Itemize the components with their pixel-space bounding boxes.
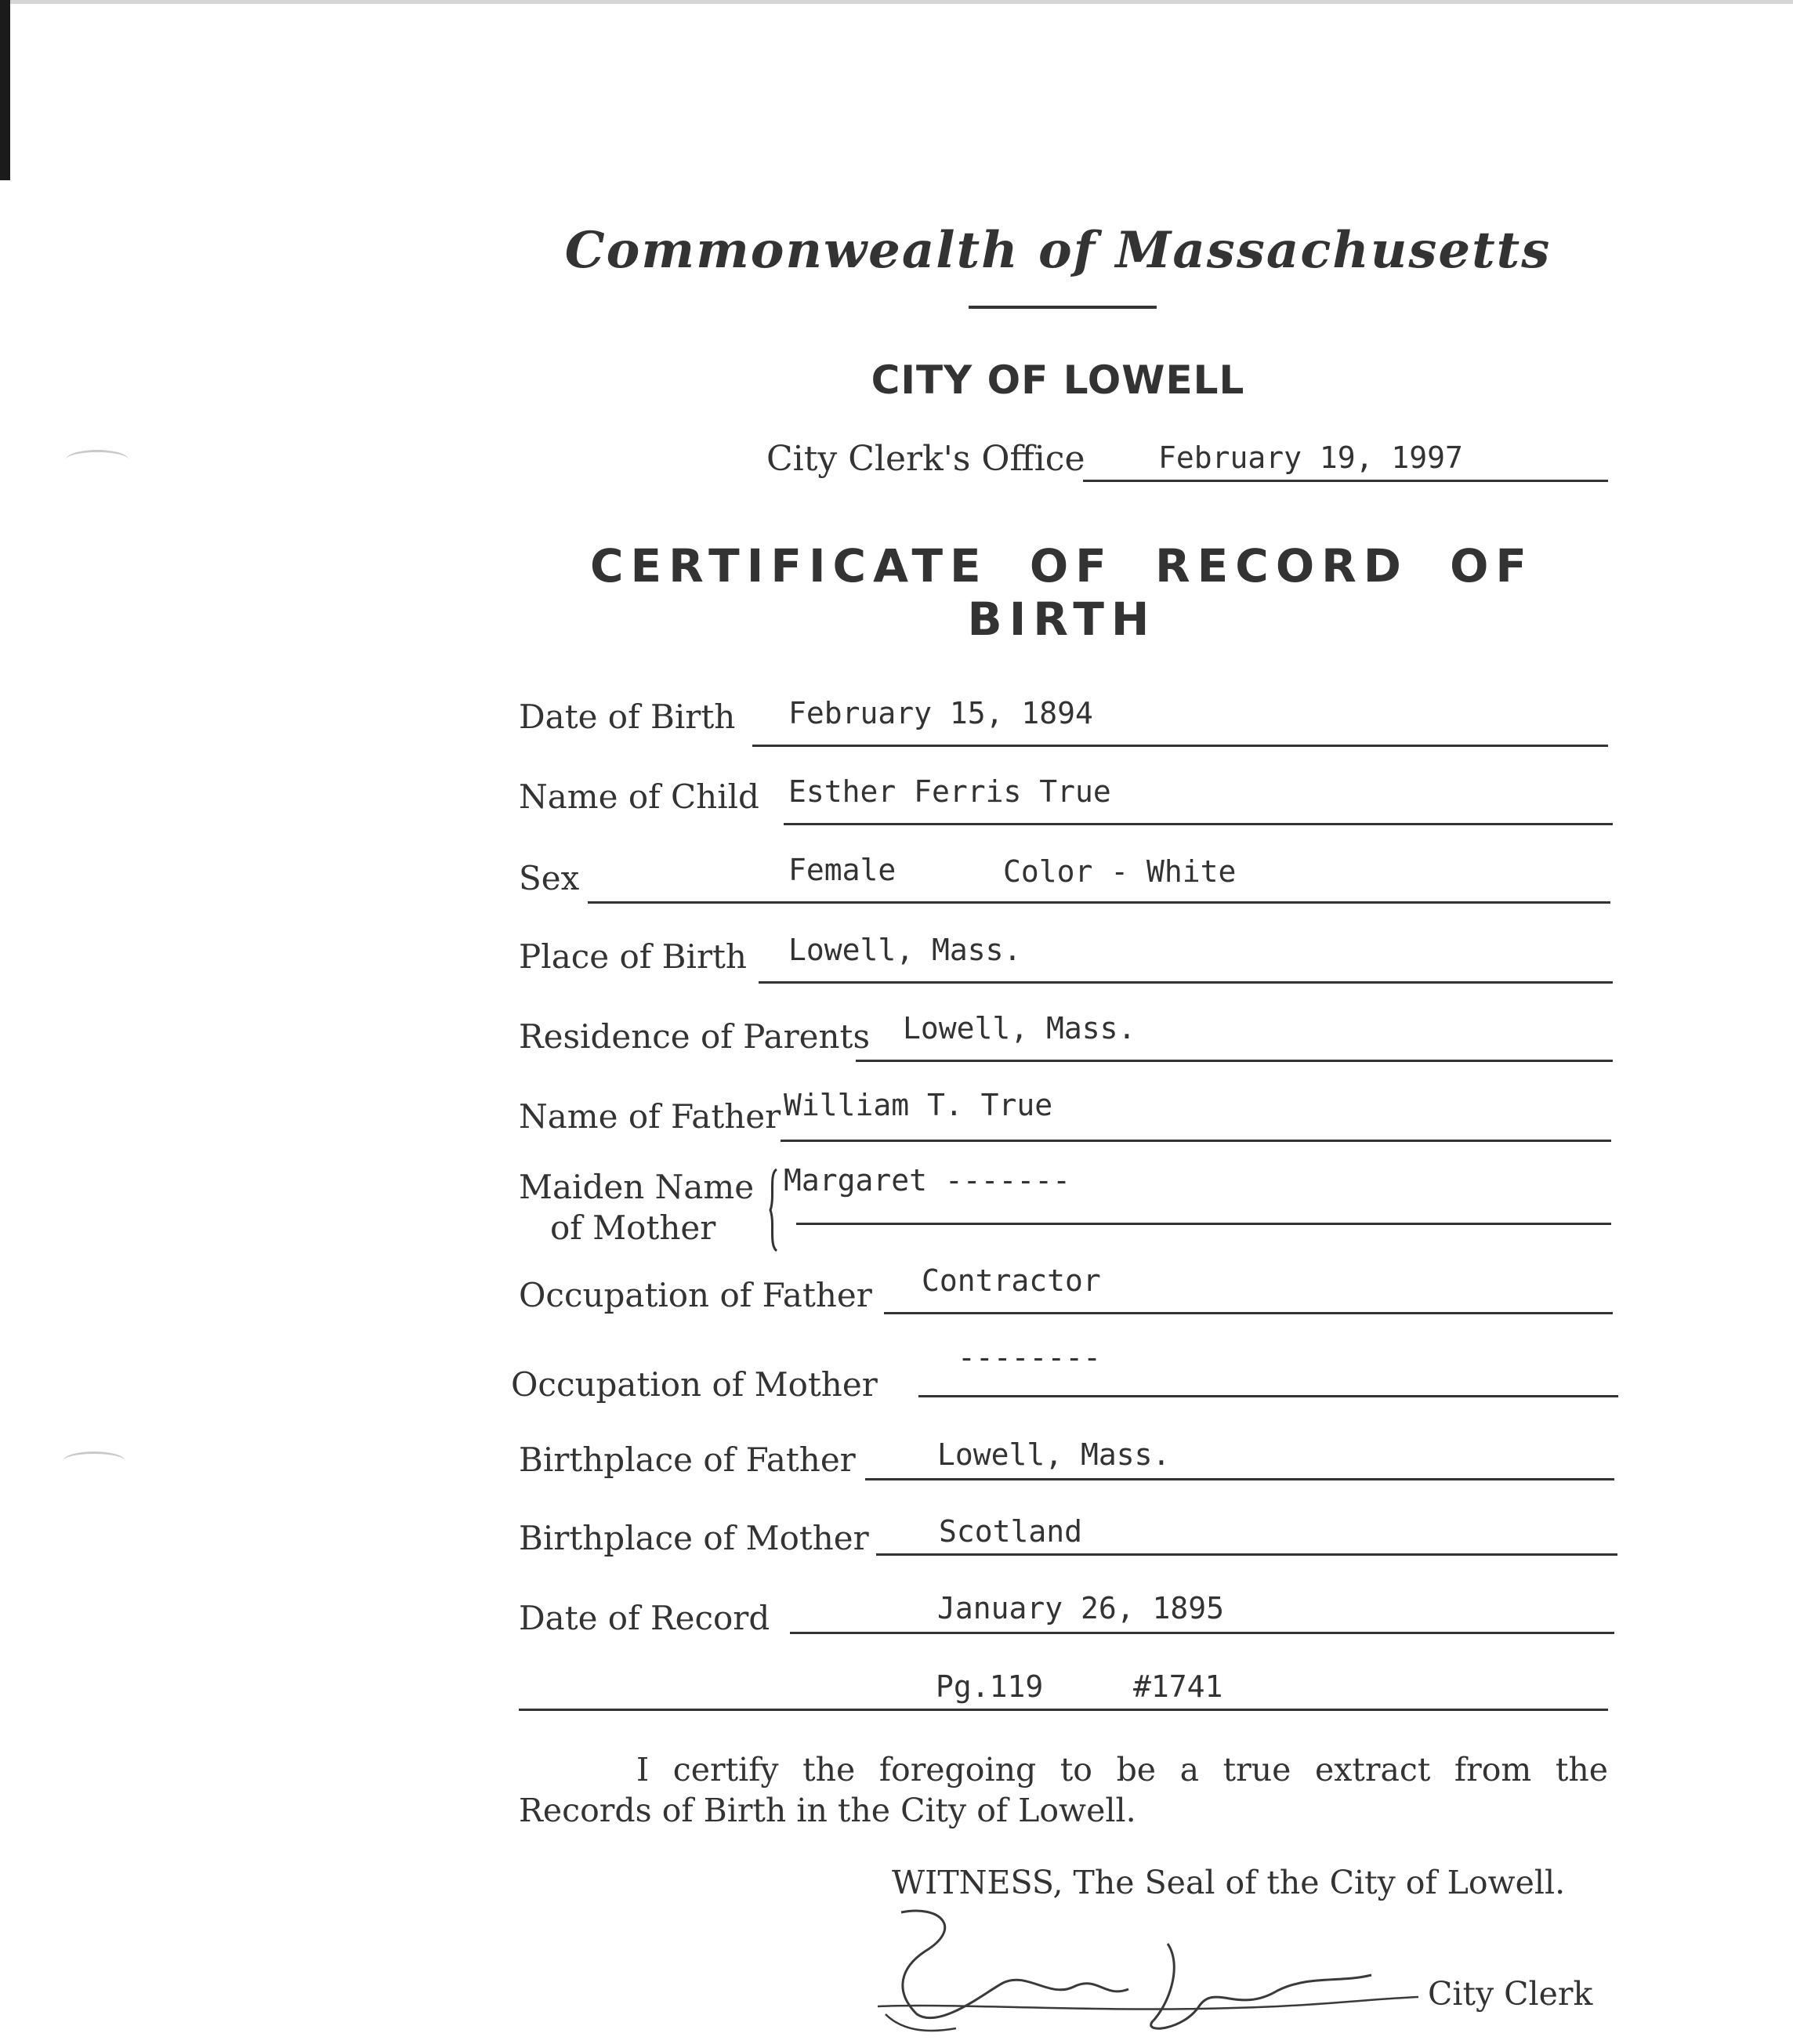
date-of-birth-label: Date of Birth	[519, 698, 736, 736]
birthplace-of-father-label: Birthplace of Father	[519, 1441, 856, 1479]
sex-line	[588, 901, 1610, 904]
color-value: Color - White	[1003, 854, 1237, 889]
maiden-name-value: Margaret -------	[784, 1163, 1071, 1198]
name-of-father-label: Name of Father	[519, 1097, 781, 1136]
maiden-name-label-line1: Maiden Name	[519, 1168, 755, 1206]
office-date: February 19, 1997	[1158, 440, 1463, 475]
occupation-of-mother-line	[918, 1395, 1618, 1397]
date-of-birth-value: February 15, 1894	[788, 696, 1093, 730]
birthplace-of-father-line	[865, 1478, 1614, 1480]
birthplace-of-father-value: Lowell, Mass.	[937, 1437, 1171, 1472]
record-reference-line	[519, 1709, 1608, 1711]
heading-underline	[969, 306, 1157, 309]
birthplace-of-mother-line	[876, 1553, 1617, 1556]
name-of-child-value: Esther Ferris True	[788, 774, 1111, 809]
brace-mark	[764, 1166, 783, 1254]
date-of-record-line	[790, 1632, 1614, 1634]
maiden-name-label-line2: of Mother	[550, 1209, 716, 1247]
name-of-child-line	[784, 823, 1613, 825]
record-number: #1741	[1133, 1669, 1223, 1704]
maiden-name-line	[796, 1223, 1611, 1225]
certificate-title: CERTIFICATE OF RECORD OF BIRTH	[589, 539, 1534, 646]
city-name: CITY OF LOWELL	[871, 357, 1245, 403]
clerk-signature	[870, 1897, 1434, 2044]
date-of-record-value: January 26, 1895	[937, 1591, 1225, 1625]
sex-value: Female	[788, 853, 896, 887]
place-of-birth-value: Lowell, Mass.	[788, 933, 1022, 967]
name-of-father-line	[781, 1140, 1611, 1142]
occupation-of-father-value: Contractor	[922, 1263, 1101, 1298]
date-of-birth-line	[752, 745, 1608, 747]
punch-hole-mark	[63, 1451, 125, 1471]
birthplace-of-mother-label: Birthplace of Mother	[519, 1519, 869, 1557]
place-of-birth-label: Place of Birth	[519, 937, 747, 976]
punch-hole-mark	[66, 450, 129, 469]
state-heading: Commonwealth of Massachusetts	[564, 221, 1552, 280]
occupation-of-father-line	[884, 1312, 1613, 1314]
witness-text: WITNESS, The Seal of the City of Lowell.	[892, 1864, 1566, 1901]
page-number: Pg.119	[936, 1669, 1044, 1704]
residence-of-parents-label: Residence of Parents	[519, 1017, 870, 1056]
residence-of-parents-value: Lowell, Mass.	[903, 1011, 1136, 1046]
occupation-of-mother-value: --------	[958, 1340, 1102, 1375]
certification-text: I certify the foregoing to be a true extract from the Records of Birth in the City of Lowell.	[519, 1751, 1608, 1829]
name-of-father-value: William T. True	[784, 1088, 1053, 1122]
residence-of-parents-line	[856, 1060, 1613, 1062]
place-of-birth-line	[759, 981, 1613, 984]
occupation-of-father-label: Occupation of Father	[519, 1276, 872, 1314]
name-of-child-label: Name of Child	[519, 777, 759, 816]
occupation-of-mother-label: Occupation of Mother	[511, 1365, 878, 1404]
signer-title: City Clerk	[1428, 1975, 1593, 2013]
sex-label: Sex	[519, 859, 580, 897]
office-label: City Clerk's Office	[766, 439, 1085, 479]
birthplace-of-mother-value: Scotland	[939, 1514, 1083, 1549]
scan-left-edge	[0, 0, 10, 180]
date-of-record-label: Date of Record	[519, 1599, 770, 1637]
office-date-line	[1083, 480, 1608, 482]
scan-top-edge	[0, 0, 1793, 4]
